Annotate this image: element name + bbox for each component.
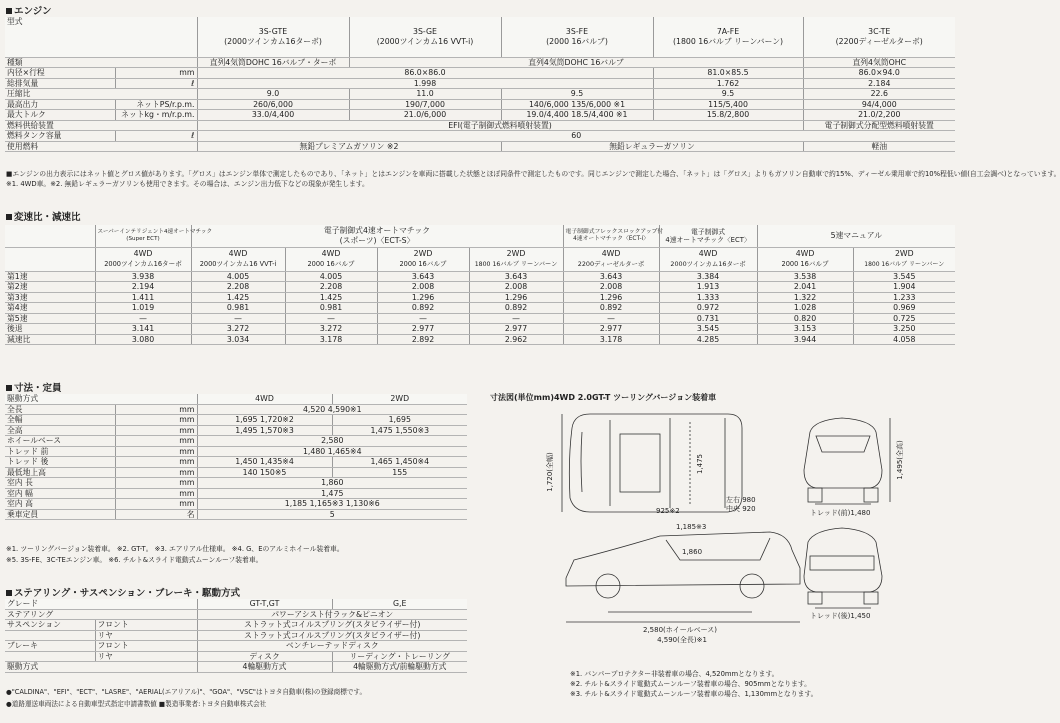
engine-note-2: ※1. 4WD車。※2. 無鉛レギュラーガソリンも使用できます。その場合は、エンジン出力低下などの現象が発生します。	[6, 180, 369, 188]
cell: 0.820	[757, 313, 853, 324]
row-label: 駆動方式	[5, 662, 197, 673]
sub-label: リヤ	[95, 651, 197, 662]
cell: G,E	[332, 599, 467, 609]
cell: 155	[332, 467, 467, 478]
dims-row	[5, 436, 467, 447]
engine-3sge: 3S-GE	[413, 27, 437, 37]
unit: mm	[115, 425, 197, 436]
row-label: 後退	[5, 324, 95, 335]
row-label: 第2速	[5, 282, 95, 293]
row-label: 乗車定員	[5, 509, 115, 520]
dims-row	[5, 509, 467, 520]
car-side-view	[566, 532, 800, 598]
cell: 1.904	[853, 282, 955, 293]
model-label: 型式	[5, 17, 197, 57]
ect-i-label: 電子制御式フレックスロックアップ付	[565, 228, 664, 235]
cell: 21.0/2,200	[803, 110, 955, 121]
cell: 1.762	[653, 78, 803, 89]
cell: 0.731	[659, 313, 757, 324]
row-label: 減速比	[5, 334, 95, 345]
cell: 3.250	[853, 324, 955, 335]
cell: 1.333	[659, 292, 757, 303]
ect-label: 電子制御式	[691, 227, 726, 236]
gear-row	[5, 324, 955, 335]
cell: 3.643	[563, 271, 659, 282]
unit: mm	[115, 446, 197, 457]
cell: 1,695	[332, 415, 467, 426]
trademark-note: ●"CALDINA"、"EFI"、"ECT"、"LASRE"、"AERIAL(エアリアル)"、"GOA"、"VSC"はトヨタ自動車(株)の登録商標です。	[6, 688, 367, 696]
label-track-side: 左右 980	[726, 496, 756, 504]
cell: 0.972	[659, 303, 757, 314]
unit: 名	[115, 509, 197, 520]
gear-row	[5, 271, 955, 282]
cell: 2.962	[469, 334, 563, 345]
gear-section-title: 変速比・減速比	[6, 209, 81, 223]
dims-table	[5, 394, 467, 520]
ect-sub: 4速オートマチック〈ECT〉	[665, 235, 751, 244]
cell: 60	[197, 131, 955, 142]
cell: 81.0×85.5	[653, 68, 803, 79]
cell: 2.008	[469, 282, 563, 293]
engine-3sgte: 3S-GTE	[258, 27, 288, 37]
cell: 1,475	[197, 488, 467, 499]
row-label: 第3速	[5, 292, 95, 303]
sub-label: フロント	[95, 620, 197, 631]
label-front-tread: トレッド(前)1,480	[810, 509, 871, 517]
cell: 3.545	[659, 324, 757, 335]
engine-7afe-desc: (1800 16バルブ リーンバーン)	[672, 36, 784, 46]
engine-row-torque	[5, 110, 955, 121]
cell: 電子制御式分配型燃料噴射装置	[803, 120, 955, 131]
row-label: 全長	[5, 404, 115, 415]
col-4wd: 4WD	[197, 394, 332, 404]
cell: 2.008	[377, 282, 469, 293]
unit: mm	[115, 457, 197, 468]
engine-row-fuel-system	[5, 120, 955, 131]
dims-header	[5, 394, 467, 404]
cell: 2.977	[377, 324, 469, 335]
steer-row	[5, 609, 467, 620]
cell: 9.5	[501, 89, 653, 100]
dims-note-1: ※1. ツーリングバージョン装着車。 ※2. GT-T。 ※3. エアリアル仕様車。 ※4. G、Eのアルミホイール装着車。	[6, 545, 344, 553]
cell: GT-T,GT	[197, 599, 332, 609]
cell: 0.969	[853, 303, 955, 314]
row-label	[5, 651, 95, 662]
drawing-note-3: ※3. チルト&スライド電動式ムーンルーフ装着車の場合、1,130mmとなります。	[570, 690, 818, 698]
cell: 140/6,000 135/6,000 ※1	[501, 99, 653, 110]
cell: 19.0/4,400 18.5/4,400 ※1	[501, 110, 653, 121]
cell: 1,185 1,165※3 1,130※6	[197, 499, 467, 510]
unit: mm	[115, 499, 197, 510]
gear-row	[5, 282, 955, 293]
cell: 1.028	[757, 303, 853, 314]
cell: —	[469, 313, 563, 324]
cell: 260/6,000	[197, 99, 349, 110]
engine-row-power	[5, 99, 955, 110]
cell: 2.977	[469, 324, 563, 335]
dims-row	[5, 467, 467, 478]
cell: 1,860	[197, 478, 467, 489]
cell: ベンチレーテッドディスク	[197, 641, 467, 652]
drive: 4WD	[133, 249, 153, 258]
cell: 3.178	[285, 334, 377, 345]
gear-row	[5, 303, 955, 314]
row-label: 最大トルク	[5, 110, 115, 121]
cell: 2.208	[285, 282, 377, 293]
label-wheelbase: 2,580(ホイールベース)	[642, 626, 718, 634]
dims-row	[5, 404, 467, 415]
cell: 3.272	[191, 324, 285, 335]
dims-row	[5, 415, 467, 426]
cell: 0.892	[469, 303, 563, 314]
cell: 33.0/4,400	[197, 110, 349, 121]
cell: 4.058	[853, 334, 955, 345]
cell: 直列4気筒DOHC 16バルブ	[349, 57, 803, 68]
row-label: ステアリング	[5, 609, 197, 620]
row-label: 室内 高	[5, 499, 115, 510]
unit: mm	[115, 404, 197, 415]
label-interior-width: 1,475	[696, 453, 704, 475]
row-label: ホイールベース	[5, 436, 115, 447]
label-height: 1,495(全高)	[896, 440, 904, 480]
row-label: 燃料タンク容量	[5, 131, 115, 142]
unit: ℓ	[115, 131, 197, 142]
label-1860: 1,860	[682, 548, 703, 556]
unit: ネットkg・m/r.p.m.	[115, 110, 197, 121]
cell: 1,695 1,720※2	[197, 415, 332, 426]
row-label: 圧縮比	[5, 89, 197, 100]
cell: 2.892	[377, 334, 469, 345]
dims-row	[5, 478, 467, 489]
cell: 3.080	[95, 334, 191, 345]
engine-row-tank	[5, 131, 955, 142]
cell: 1.296	[469, 292, 563, 303]
dims-row	[5, 499, 467, 510]
drive: 4WD	[321, 249, 341, 258]
cell: 0.892	[563, 303, 659, 314]
label-width: 1,720(全幅)	[546, 452, 554, 492]
cell: 1.425	[285, 292, 377, 303]
cell: 無鉛プレミアムガソリン ※2	[197, 141, 501, 152]
dims-section-title: 寸法・定員	[6, 380, 62, 394]
steer-row	[5, 620, 467, 631]
cell: —	[563, 313, 659, 324]
engine-desc: 2000ツインカム16ターボ	[670, 259, 746, 268]
engine-header-row	[5, 17, 955, 57]
cell: 22.6	[803, 89, 955, 100]
steer-row	[5, 662, 467, 673]
cell: 4.005	[285, 271, 377, 282]
cell: 86.0×86.0	[197, 68, 653, 79]
engine-3sfe-desc: (2000 16バルブ)	[546, 36, 608, 46]
row-label: 室内 幅	[5, 488, 115, 499]
cell: 3.141	[95, 324, 191, 335]
cell: 1,480 1,465※4	[197, 446, 467, 457]
cell: 3.384	[659, 271, 757, 282]
label-track-center: 中央 920	[726, 505, 756, 513]
label-1185: 1,185※3	[676, 523, 707, 531]
steer-table	[5, 599, 467, 673]
drive: 4WD	[698, 249, 718, 258]
engine-desc: 2000ツインカム16 VVT-i	[199, 259, 277, 268]
cell: 86.0×94.0	[803, 68, 955, 79]
engine-3sgte-desc: (2000ツインカム16ターボ)	[224, 36, 322, 46]
ect-s-label: 電子制御式4速オートマチック	[323, 226, 431, 236]
cell: 140 150※5	[197, 467, 332, 478]
engine-3cte: 3C-TE	[868, 27, 891, 37]
cell: 直列4気筒OHC	[803, 57, 955, 68]
row-label	[5, 630, 95, 641]
drive-label: 駆動方式	[5, 394, 197, 404]
car-front-view	[804, 418, 882, 502]
cell: 1,465 1,450※4	[332, 457, 467, 468]
cell: 1.998	[197, 78, 653, 89]
maker-note: ●道路運送車両法による自動車型式指定申請書数値 ■製造事業者:トヨタ自動車株式会社	[6, 700, 267, 708]
cell: 2.184	[803, 78, 955, 89]
cell: 21.0/6,000	[349, 110, 501, 121]
cell: —	[95, 313, 191, 324]
dims-row	[5, 425, 467, 436]
unit: ネットPS/r.p.m.	[115, 99, 197, 110]
cell: —	[285, 313, 377, 324]
cell: 1.233	[853, 292, 955, 303]
cell: 1.019	[95, 303, 191, 314]
engine-row-fuel	[5, 141, 955, 152]
row-label: 第5速	[5, 313, 95, 324]
cell: 3.538	[757, 271, 853, 282]
row-label: ブレーキ	[5, 641, 95, 652]
gear-row	[5, 292, 955, 303]
cell: 1.296	[563, 292, 659, 303]
label-length: 4,590(全長)※1	[657, 636, 707, 644]
cell: リーディング・トレーリング	[332, 651, 467, 662]
engine-desc: 2000 16バルブ	[781, 259, 829, 268]
gear-body	[5, 271, 955, 345]
cell: —	[377, 313, 469, 324]
steer-row	[5, 599, 467, 609]
row-label: グレード	[5, 599, 197, 609]
drive: 4WD	[228, 249, 248, 258]
cell: 1,495 1,570※3	[197, 425, 332, 436]
cell: 0.981	[191, 303, 285, 314]
cell: 軽油	[803, 141, 955, 152]
cell: 1.296	[377, 292, 469, 303]
cell: 3.178	[563, 334, 659, 345]
drive: 2WD	[413, 249, 433, 258]
cell: 9.5	[653, 89, 803, 100]
cell: 4.005	[191, 271, 285, 282]
cell: 3.643	[469, 271, 563, 282]
cell: 3.938	[95, 271, 191, 282]
super-ect-sub: (Super ECT)	[126, 235, 160, 242]
cell: 0.981	[285, 303, 377, 314]
row-label: 室内 長	[5, 478, 115, 489]
unit: mm	[115, 415, 197, 426]
cell: 1.411	[95, 292, 191, 303]
engine-row-bore	[5, 68, 955, 79]
cell: 1.322	[757, 292, 853, 303]
unit: ℓ	[115, 78, 197, 89]
cell: 2.977	[563, 324, 659, 335]
col-2wd: 2WD	[332, 394, 467, 404]
cell: 3.944	[757, 334, 853, 345]
cell: 115/5,400	[653, 99, 803, 110]
steer-row	[5, 641, 467, 652]
cell: パワーアシスト付ラック&ピニオン	[197, 609, 467, 620]
ect-i-sub: 4速オートマチック〈ECT-i〉	[573, 235, 649, 242]
cell: 190/7,000	[349, 99, 501, 110]
engine-row-type	[5, 57, 955, 68]
gear-header-2	[5, 247, 955, 271]
drive: 2WD	[894, 249, 914, 258]
engine-table	[5, 17, 955, 152]
unit: mm	[115, 488, 197, 499]
unit: mm	[115, 467, 197, 478]
cell: 1.425	[191, 292, 285, 303]
cell: 2.194	[95, 282, 191, 293]
engine-desc: 1800 16バルブ リーンバーン	[474, 260, 558, 268]
label-rear-tread: トレッド(後)1,450	[810, 612, 871, 620]
steer-section-title: ステアリング・サスペンション・ブレーキ・駆動方式	[6, 585, 240, 599]
label-925: 925※2	[656, 507, 680, 515]
drawing-note-1: ※1. バンパープロテクター非装着車の場合、4,520mmとなります。	[570, 670, 779, 678]
engine-row-compression	[5, 89, 955, 100]
cell: 4,520 4,590※1	[197, 404, 467, 415]
cell: 4.285	[659, 334, 757, 345]
unit: mm	[115, 436, 197, 447]
cell: 94/4,000	[803, 99, 955, 110]
sub-label: フロント	[95, 641, 197, 652]
cell: 5	[197, 509, 467, 520]
gear-row	[5, 313, 955, 324]
row-label: 全高	[5, 425, 115, 436]
row-label: サスペンション	[5, 620, 95, 631]
engine-3sfe: 3S-FE	[565, 27, 589, 37]
cell: 2,580	[197, 436, 467, 447]
cell: —	[191, 313, 285, 324]
row-label: 総排気量	[5, 78, 115, 89]
row-label: 種類	[5, 57, 197, 68]
sub-label: リヤ	[95, 630, 197, 641]
cell: 1,475 1,550※3	[332, 425, 467, 436]
cell: 直列4気筒DOHC 16バルブ・ターボ	[197, 57, 349, 68]
super-ect-label: スーパーインテリジェント4速オートマチック	[97, 228, 213, 235]
engine-desc: 2200ディーゼルターボ	[577, 259, 645, 268]
cell: 0.725	[853, 313, 955, 324]
cell: 3.643	[377, 271, 469, 282]
drawing-title: 寸法図(単位mm)4WD 2.0GT-T ツーリングバージョン装着車	[490, 393, 717, 402]
car-rear-view	[804, 528, 882, 604]
row-label: 燃料供給装置	[5, 120, 197, 131]
row-label: 最低地上高	[5, 467, 115, 478]
drive: 2WD	[506, 249, 526, 258]
manual-label: 5速マニュアル	[757, 225, 955, 247]
cell: 無鉛レギュラーガソリン	[501, 141, 803, 152]
cell: 4輪駆動方式	[197, 662, 332, 673]
drive: 4WD	[601, 249, 621, 258]
cell: ディスク	[197, 651, 332, 662]
gear-header-1	[5, 225, 955, 247]
engine-7afe: 7A-FE	[716, 27, 740, 37]
row-label: トレッド 前	[5, 446, 115, 457]
engine-desc: 2000ツインカム16ターボ	[104, 259, 182, 268]
row-label: トレッド 後	[5, 457, 115, 468]
dims-note-2: ※5. 3S-FE、3C-TEエンジン車。 ※6. チルト&スライド電動式ムーンルーフ装着車。	[6, 556, 263, 564]
engine-section-title: エンジン	[6, 3, 52, 17]
cell: 9.0	[197, 89, 349, 100]
drawing-note-2: ※2. チルト&スライド電動式ムーンルーフ装着車の場合、905mmとなります。	[570, 680, 811, 688]
steer-row	[5, 651, 467, 662]
cell: 1,450 1,435※4	[197, 457, 332, 468]
row-label: 内径×行程	[5, 68, 115, 79]
cell: 4輪駆動方式/前輪駆動方式	[332, 662, 467, 673]
row-label: 全幅	[5, 415, 115, 426]
cell: 11.0	[349, 89, 501, 100]
engine-3cte-desc: (2200ディーゼルターボ)	[835, 36, 923, 46]
cell: 3.153	[757, 324, 853, 335]
row-label: 第1速	[5, 271, 95, 282]
cell: 3.272	[285, 324, 377, 335]
row-label: 最高出力	[5, 99, 115, 110]
cell: 3.545	[853, 271, 955, 282]
engine-desc: 2000 16バルブ	[399, 259, 447, 268]
cell: 2.008	[563, 282, 659, 293]
row-label: 第4速	[5, 303, 95, 314]
cell: ストラット式コイルスプリング(スタビライザー付)	[197, 630, 467, 641]
cell: EFI(電子制御式燃料噴射装置)	[197, 120, 803, 131]
ect-s-sub: (スポーツ)〈ECT-S〉	[339, 235, 415, 245]
dims-row	[5, 457, 467, 468]
cell: ストラット式コイルスプリング(スタビライザー付)	[197, 620, 467, 631]
drive: 4WD	[795, 249, 815, 258]
cell: 2.041	[757, 282, 853, 293]
row-label: 使用燃料	[5, 141, 197, 152]
dims-row	[5, 446, 467, 457]
cell: 15.8/2,800	[653, 110, 803, 121]
unit: mm	[115, 478, 197, 489]
steer-row	[5, 630, 467, 641]
gear-row	[5, 334, 955, 345]
engine-desc: 2000 16バルブ	[307, 259, 355, 268]
unit: mm	[115, 68, 197, 79]
gear-table	[5, 225, 955, 345]
cell: 3.034	[191, 334, 285, 345]
engine-row-displacement	[5, 78, 955, 89]
engine-desc: 1800 16バルブ リーンバーン	[864, 260, 945, 268]
engine-note-1: ■エンジンの出力表示にはネット値とグロス値があります。「グロス」はエンジン単体で測定したものであり、「ネット」とはエンジンを車両に搭載した状態とほぼ同条件で測定したものです。同じエンジンで測定した場合、「ネット」は「グロス」よりもガソリン自動車で約15%、ディーゼル乗用車で約10%程低い値(自工会調べ)となっています。	[6, 170, 1060, 178]
cell: 0.892	[377, 303, 469, 314]
engine-3sge-desc: (2000ツインカム16 VVT-i)	[376, 36, 474, 46]
cell: 2.208	[191, 282, 285, 293]
cell: 1.913	[659, 282, 757, 293]
dims-row	[5, 488, 467, 499]
car-top-view	[569, 414, 742, 512]
